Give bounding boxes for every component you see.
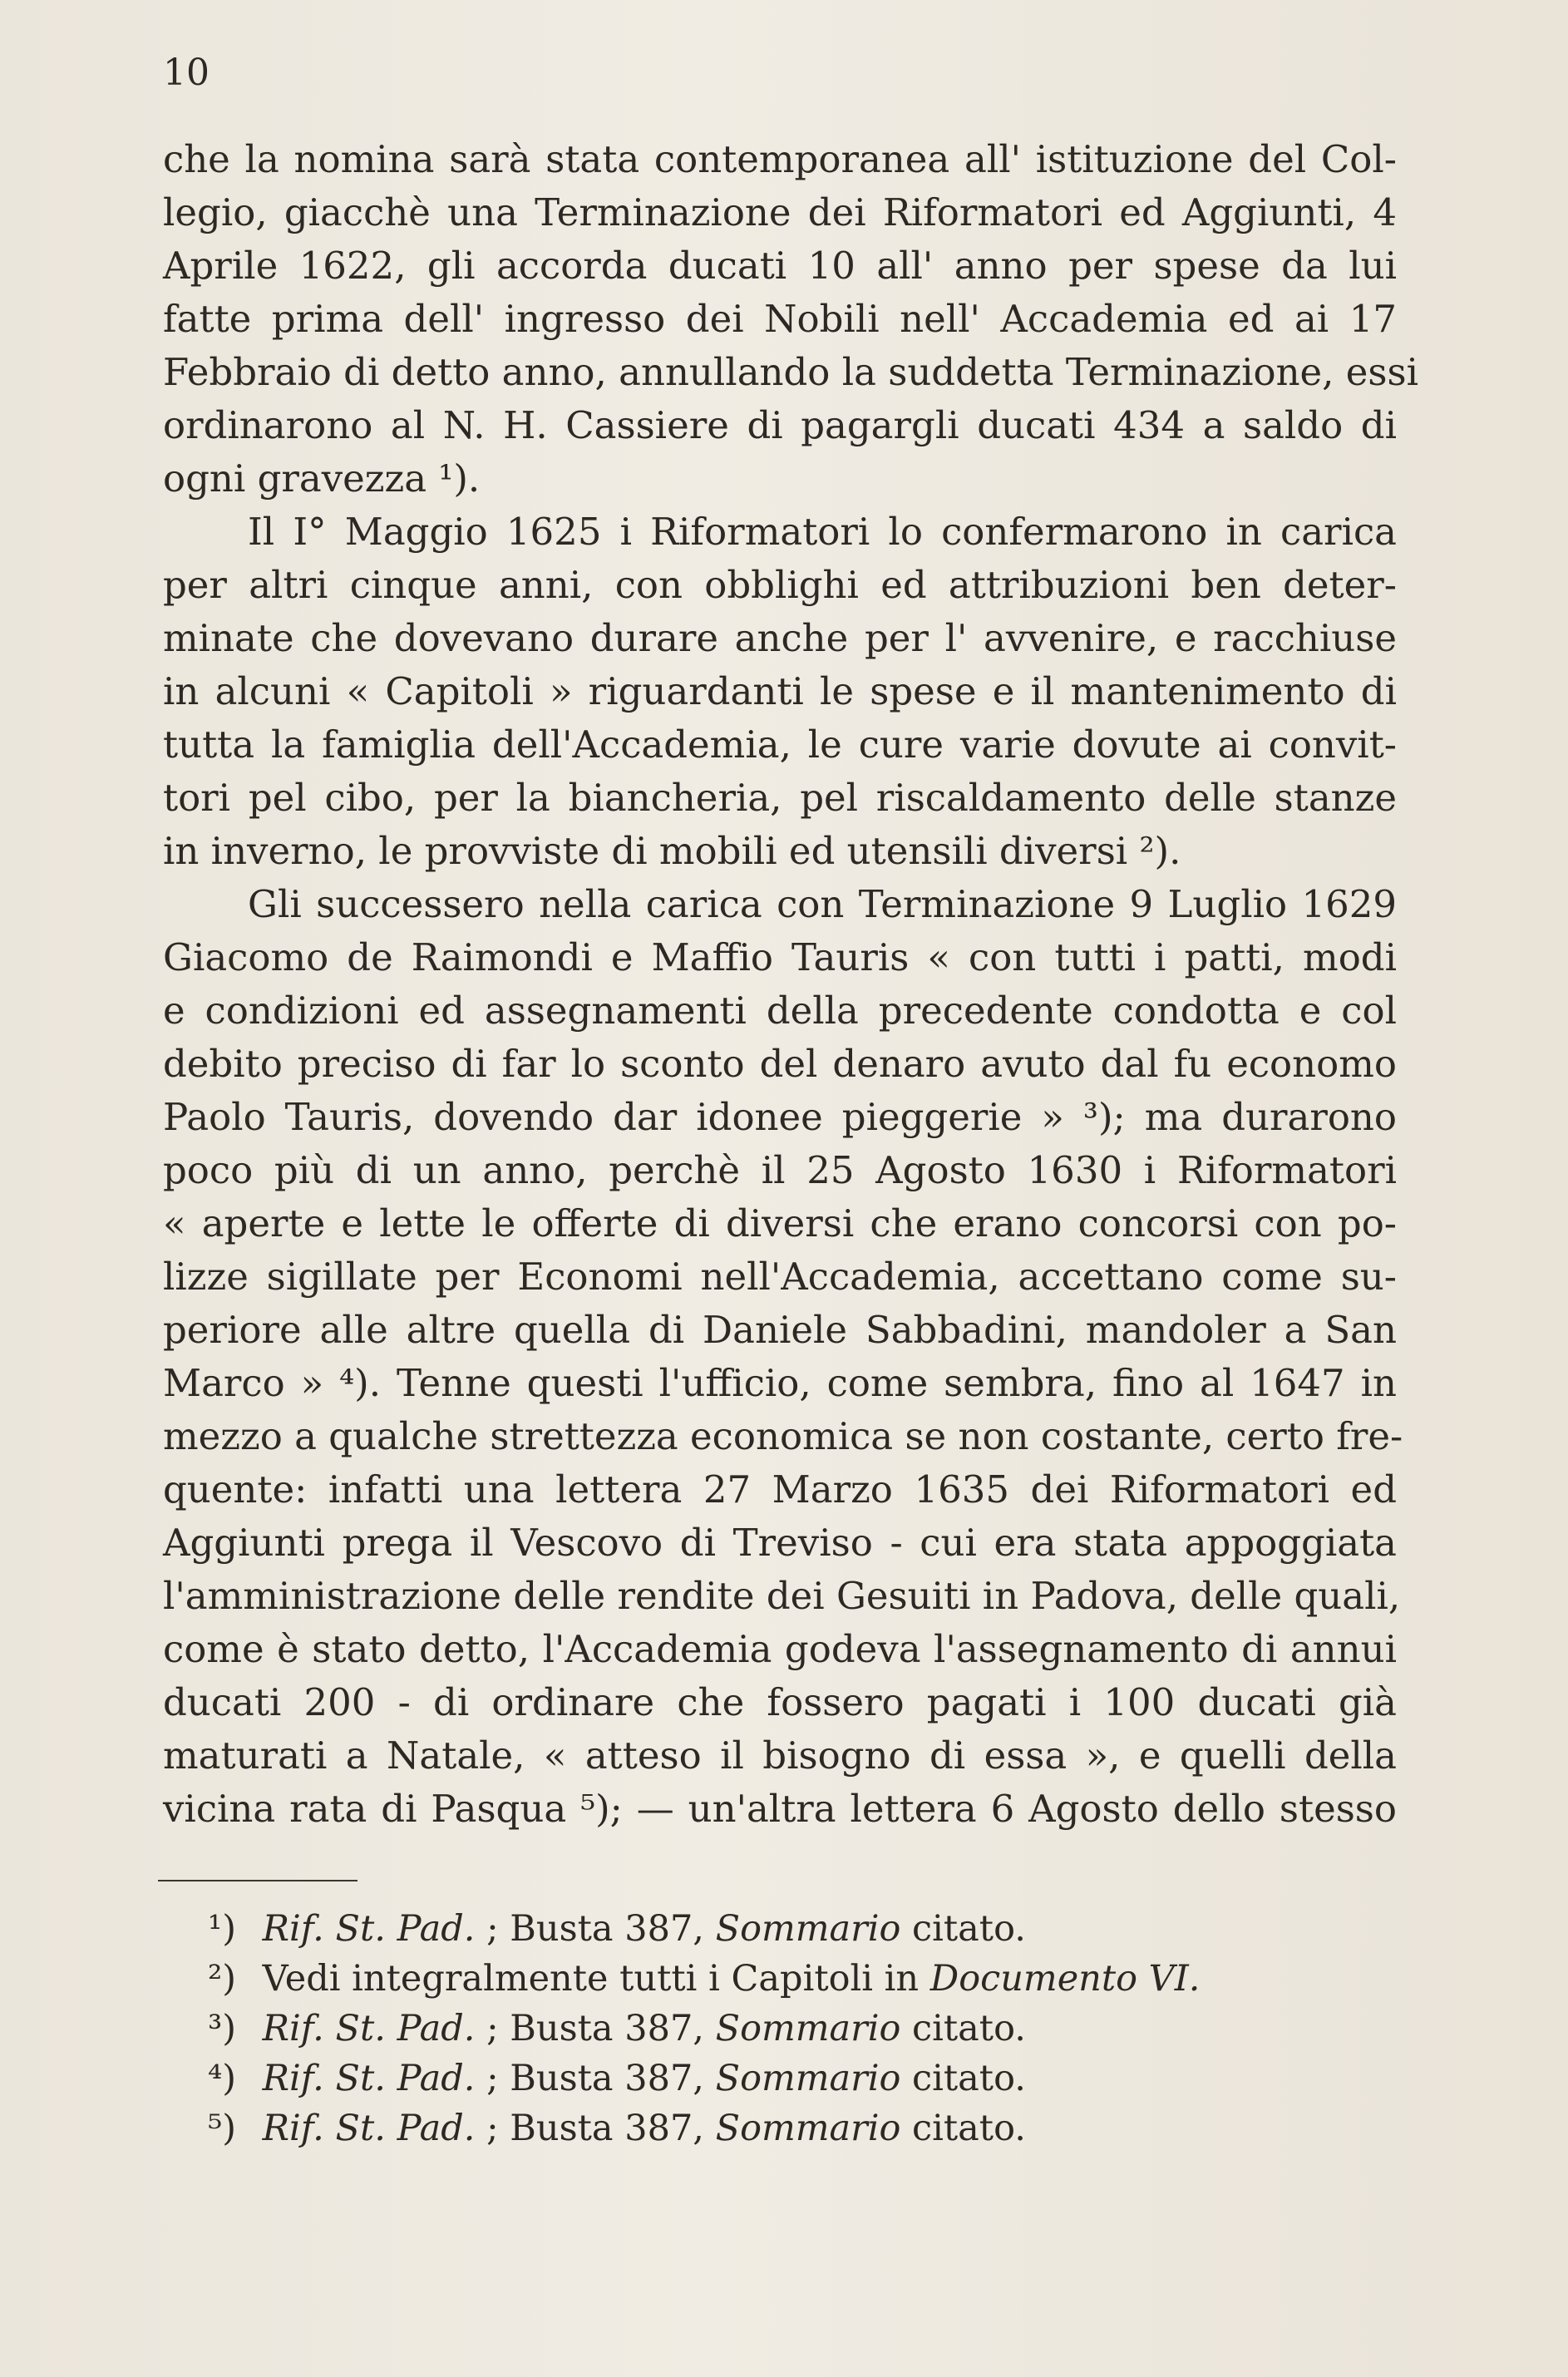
text-line: ordinarono al N. H. Cassiere di pagargli ducati 434 a saldo di — [163, 403, 1397, 447]
footnote-text: Busta 387, — [510, 2058, 704, 2099]
text-line: ducati 200 - di ordinare che fossero pagati i 100 ducati già — [163, 1680, 1397, 1724]
text-line: quente: infatti una lettera 27 Marzo 1635 dei Riformatori ed — [163, 1467, 1397, 1512]
text-line: come è stato detto, l'Accademia godeva l'assegnamento di annui — [163, 1627, 1397, 1671]
text-line: debito preciso di far lo sconto del denaro avuto dal fu economo — [163, 1042, 1397, 1086]
text-line: Gli successero nella carica con Terminazione 9 Luglio 1629 — [248, 882, 1397, 926]
text-line: Paolo Tauris, dovendo dar idonee pieggerie » ³); ma durarono — [163, 1095, 1397, 1139]
footnote-separator: ; — [486, 1908, 499, 1950]
footnote-separator: ; — [486, 2108, 499, 2149]
text-line: legio, giacchè una Terminazione dei Riformatori ed Aggiunti, 4 — [163, 190, 1397, 234]
page-number: 10 — [163, 52, 210, 94]
text-line: in alcuni « Capitoli » riguardanti le spese e il mantenimento di — [163, 669, 1397, 713]
footnote — [208, 1954, 1289, 2004]
text-line: Aggiunti prega il Vescovo di Treviso - cui era stata appoggiata — [163, 1521, 1397, 1565]
text-line: tutta la famiglia dell'Accademia, le cure varie dovute ai convit- — [163, 722, 1397, 767]
text-line: fatte prima dell' ingresso dei Nobili nell' Accademia ed ai 17 — [163, 297, 1397, 341]
footnote-tail: citato. — [912, 2008, 1026, 2049]
text-line: « aperte e lette le offerte di diversi che erano concorsi con po- — [163, 1201, 1397, 1245]
text-line: e condizioni ed assegnamenti della precedente condotta e col — [163, 989, 1397, 1033]
text-line: che la nomina sarà stata contemporanea all' istituzione del Col- — [163, 137, 1397, 181]
text-line: Il I° Maggio 1625 i Riformatori lo confermarono in carica — [248, 510, 1397, 554]
text-line: ogni gravezza ¹). — [163, 456, 481, 501]
footnote-tail: citato. — [912, 1908, 1026, 1950]
text-line: Aprile 1622, gli accorda ducati 10 all' anno per spese da lui — [163, 244, 1397, 288]
footnote-tail: citato. — [912, 2108, 1026, 2149]
footnote — [208, 2103, 1289, 2153]
footnote-work: Sommario — [715, 2058, 901, 2099]
footnote-text: Busta 387, — [510, 1908, 704, 1950]
footnote-reference: Rif. St. Pad. — [262, 2108, 476, 2149]
footnote-text: Vedi integralmente tutti i Capitoli in — [262, 1958, 920, 2000]
text-line: minate che dovevano durare anche per l' avvenire, e racchiuse — [163, 616, 1397, 660]
footnote-reference: Rif. St. Pad. — [262, 2058, 476, 2099]
footnote-number: ⁴) — [208, 2058, 237, 2099]
footnote-separator: ; — [486, 2058, 499, 2099]
footnote-text: Busta 387, — [510, 2108, 704, 2149]
footnote — [208, 2004, 1289, 2054]
footnote-divider — [158, 1880, 357, 1881]
text-line: vicina rata di Pasqua ⁵); — un'altra lettera 6 Agosto dello stesso — [163, 1787, 1397, 1831]
text-line: Febbraio di detto anno, annullando la suddetta Terminazione, essi — [163, 350, 1419, 394]
footnote-work: Sommario — [715, 2108, 901, 2149]
footnote-work: Documento VI. — [929, 1958, 1201, 2000]
text-line: Giacomo de Raimondi e Maffio Tauris « con tutti i patti, modi — [163, 935, 1397, 979]
text-line: l'amministrazione delle rendite dei Gesuiti in Padova, delle quali, — [163, 1574, 1401, 1618]
footnote-number: ²) — [208, 1958, 237, 2000]
footnote-work: Sommario — [715, 2008, 901, 2049]
text-line: periore alle altre quella di Daniele Sabbadini, mandoler a San — [163, 1308, 1397, 1352]
footnote-tail: citato. — [912, 2058, 1026, 2099]
footnote-number: ³) — [208, 2008, 237, 2049]
text-line: per altri cinque anni, con obblighi ed attribuzioni ben deter- — [163, 563, 1397, 607]
footnote-reference: Rif. St. Pad. — [262, 1908, 476, 1950]
footnote-work: Sommario — [715, 1908, 901, 1950]
footnote-separator: ; — [486, 2008, 499, 2049]
footnote — [208, 1904, 1289, 1954]
text-line: in inverno, le provviste di mobili ed utensili diversi ²). — [163, 829, 1181, 873]
footnote-reference: Rif. St. Pad. — [262, 2008, 476, 2049]
footnote — [208, 2054, 1289, 2103]
footnotes — [208, 1904, 1289, 2153]
footnote-number: ¹) — [208, 1908, 237, 1950]
text-line: tori pel cibo, per la biancheria, pel riscaldamento delle stanze — [163, 776, 1397, 820]
main-text — [163, 133, 1419, 1836]
text-line: lizze sigillate per Economi nell'Accademia, accettano come su- — [163, 1255, 1397, 1299]
text-line: poco più di un anno, perchè il 25 Agosto 1630 i Riformatori — [163, 1148, 1397, 1192]
footnote-number: ⁵) — [208, 2108, 237, 2149]
text-line: maturati a Natale, « atteso il bisogno di essa », e quelli della — [163, 1733, 1397, 1778]
footnote-text: Busta 387, — [510, 2008, 704, 2049]
text-line: mezzo a qualche strettezza economica se non costante, certo fre- — [163, 1414, 1403, 1458]
text-line: Marco » ⁴). Tenne questi l'ufficio, come sembra, fino al 1647 in — [163, 1361, 1397, 1405]
